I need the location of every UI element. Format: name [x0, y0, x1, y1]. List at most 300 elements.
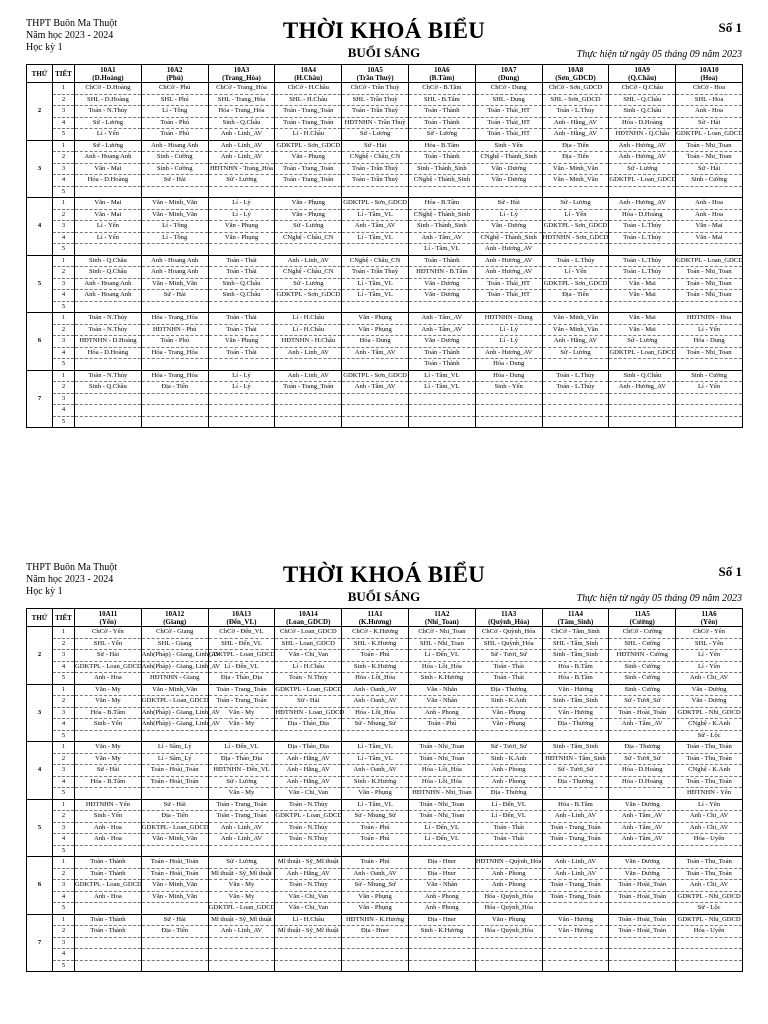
lesson-cell: Sinh - Thành_Sinh — [408, 163, 475, 175]
lesson-cell: ChCờ - Giang — [141, 627, 208, 639]
homeroom-teacher: (H.Châu) — [294, 73, 323, 82]
lesson-cell — [408, 186, 475, 198]
class-code: 11A6 — [701, 609, 717, 618]
school-name: THPT Buôn Ma Thuột — [26, 562, 118, 573]
lesson-cell: HĐTNHN - Loan_GDCD — [275, 707, 342, 719]
lesson-cell: Sử - Nhung_Sử — [342, 811, 409, 823]
lesson-cell: Sử - Lương — [342, 129, 409, 141]
lesson-cell: Hóa - Quỳnh_Hóa — [475, 903, 542, 915]
lesson-cell — [208, 960, 275, 972]
lesson-cell: Sinh - Cường — [609, 684, 676, 696]
lesson-cell — [475, 393, 542, 405]
lesson-cell: Văn - Dương — [676, 696, 743, 708]
lesson-cell: Văn - Phụng — [475, 707, 542, 719]
lesson-cell: HĐTNHN - Quỳnh_Hóa — [475, 857, 542, 869]
lesson-cell: Anh - Tâm_AV — [342, 221, 409, 233]
period-number: 3 — [53, 822, 75, 834]
lesson-cell: Toán - Nhi_Toan — [676, 140, 743, 152]
period-row — [27, 914, 743, 926]
lesson-cell: CNghệ - Thành_Sinh — [408, 175, 475, 187]
lesson-cell — [275, 359, 342, 371]
lesson-cell: SHL - H.Châu — [275, 94, 342, 106]
lesson-cell: Toán - Thành — [75, 857, 142, 869]
lesson-cell: Toán - L.Thủy — [542, 106, 609, 118]
lesson-cell: Anh - Phong — [475, 868, 542, 880]
period-number: 5 — [53, 416, 75, 428]
lesson-cell: Văn - Dương — [676, 684, 743, 696]
school-year: Năm học 2023 - 2024 — [26, 574, 114, 585]
lesson-cell: Toán - Trang_Toán — [275, 163, 342, 175]
period-number: 5 — [53, 186, 75, 198]
lesson-cell: Sinh - Yến — [475, 382, 542, 394]
lesson-cell: CNghệ - K.Anh — [676, 719, 743, 731]
lesson-cell — [676, 301, 743, 313]
lesson-cell — [408, 393, 475, 405]
lesson-cell: Lí - Lý — [475, 209, 542, 221]
lesson-cell: Hóa - Trang_Hóa — [141, 370, 208, 382]
lesson-cell: Toán - Thái — [208, 313, 275, 325]
lesson-cell: Văn - Mai — [75, 209, 142, 221]
lesson-cell — [141, 903, 208, 915]
lesson-cell: Toán - Phú — [141, 336, 208, 348]
lesson-cell — [75, 359, 142, 371]
lesson-cell: Lí - Sâm_Lý — [141, 753, 208, 765]
semester: Học kỳ 1 — [26, 42, 63, 53]
lesson-cell: Toán - Thành — [75, 868, 142, 880]
lesson-cell: Văn - Mai — [609, 324, 676, 336]
lesson-cell: Sử - Lộc — [676, 730, 743, 742]
lesson-cell: Anh - Hoa — [75, 822, 142, 834]
class-header — [609, 65, 676, 83]
lesson-cell — [275, 186, 342, 198]
homeroom-teacher: (Dung) — [498, 73, 520, 82]
day-header: THỨ — [27, 609, 53, 627]
lesson-cell — [75, 186, 142, 198]
lesson-cell: Sinh - K.Hương — [408, 673, 475, 685]
lesson-cell: GDKTPL - Loan_GDCD — [609, 347, 676, 359]
lesson-cell: Toán - Thái_HT — [475, 117, 542, 129]
period-number: 1 — [53, 742, 75, 754]
lesson-cell: SHL - Quỳnh_Hóa — [475, 638, 542, 650]
lesson-cell: Hóa - B.Tâm — [542, 661, 609, 673]
period-number: 4 — [53, 405, 75, 417]
lesson-cell: Anh - Hoa — [676, 198, 743, 210]
period-number: 5 — [53, 845, 75, 857]
lesson-cell: Lí - Tâm_VL — [408, 370, 475, 382]
period-row — [27, 845, 743, 857]
period-number: 5 — [53, 301, 75, 313]
lesson-cell: Toán - Nhi_Toan — [408, 753, 475, 765]
lesson-cell: GDKTPL - Loan_GDCD — [141, 696, 208, 708]
class-header — [475, 609, 542, 627]
lesson-cell — [475, 186, 542, 198]
lesson-cell: Địa - Tiến — [141, 382, 208, 394]
lesson-cell: Sử - Lương — [275, 278, 342, 290]
lesson-cell: Anh(Pháp) - Giang, Linh_AV — [141, 707, 208, 719]
lesson-cell — [609, 244, 676, 256]
semester: Học kỳ 1 — [26, 586, 63, 597]
session-label: BUỔI SÁNG — [347, 45, 421, 60]
lesson-cell: Anh - Hoa — [75, 673, 142, 685]
lesson-cell: Văn - Nhãn — [408, 684, 475, 696]
period-number: 2 — [53, 811, 75, 823]
lesson-cell: Anh - Hoang Anh — [75, 152, 142, 164]
lesson-cell: Toán - Thành — [408, 347, 475, 359]
period-number: 2 — [53, 267, 75, 279]
lesson-cell: Địa - Thảo_Địa — [208, 753, 275, 765]
class-header — [475, 65, 542, 83]
lesson-cell: Địa - Tiến — [141, 811, 208, 823]
lesson-cell: SHL - K.Hương — [342, 638, 409, 650]
lesson-cell: GDKTPL - Loan_GDCD — [208, 650, 275, 662]
lesson-cell: Văn - Minh_Văn — [141, 834, 208, 846]
homeroom-teacher: (Cường) — [629, 617, 655, 626]
homeroom-teacher: (Trần Thuỳ) — [356, 73, 394, 82]
lesson-cell: Anh - Oanh_AV — [342, 868, 409, 880]
lesson-cell: SHL - Dung — [475, 94, 542, 106]
period-row — [27, 903, 743, 915]
day-cell: 2 — [27, 627, 53, 685]
lesson-cell: Văn - Dương — [609, 799, 676, 811]
lesson-cell: Toán - Phú — [342, 650, 409, 662]
lesson-cell: Toán - L.Thủy — [542, 370, 609, 382]
lesson-cell: Hóa - D.Hoàng — [75, 175, 142, 187]
lesson-cell — [208, 244, 275, 256]
lesson-cell: Sử - Hải — [141, 799, 208, 811]
lesson-cell: Lí - Lý — [208, 382, 275, 394]
lesson-cell: Sinh - K.Hương — [342, 661, 409, 673]
lesson-cell: Văn - Phụng — [342, 313, 409, 325]
lesson-cell: Toán - Thành — [408, 117, 475, 129]
lesson-cell: Văn - My — [208, 891, 275, 903]
lesson-cell — [75, 937, 142, 949]
lesson-cell: Hóa - Dung — [475, 370, 542, 382]
homeroom-teacher: (Tâm_Sinh) — [557, 617, 594, 626]
lesson-cell: Văn - Phụng — [342, 788, 409, 800]
class-header — [75, 65, 142, 83]
lesson-cell: Toán - Thái_HT — [475, 278, 542, 290]
lesson-cell: Anh(Pháp) - Giang, Linh_AV — [141, 719, 208, 731]
timetable-sheet-2 — [26, 562, 742, 972]
lesson-cell: Lí - Lý — [208, 209, 275, 221]
lesson-cell: Sinh - Q.Châu — [75, 382, 142, 394]
homeroom-teacher: (Yến) — [99, 617, 117, 626]
lesson-cell: Sinh - Q.Châu — [208, 290, 275, 302]
lesson-cell: Lí - Yên — [676, 799, 743, 811]
lesson-cell: Toán - Thái — [475, 822, 542, 834]
lesson-cell: Lí - Lý — [475, 324, 542, 336]
effective-date: Thực hiện từ ngày 05 tháng 09 năm 2023 — [576, 593, 742, 604]
lesson-cell: Anh - Tâm_AV — [609, 834, 676, 846]
lesson-cell: HĐTNHN - D.Hoàng — [75, 336, 142, 348]
lesson-cell — [141, 788, 208, 800]
lesson-cell: CNghệ - Châu_CN — [275, 267, 342, 279]
lesson-cell: Sử - Hải — [275, 696, 342, 708]
lesson-cell: Sử - Hải — [141, 914, 208, 926]
lesson-cell: SHL - Trần Thuỳ — [342, 94, 409, 106]
school-name: THPT Buôn Ma Thuột — [26, 18, 118, 29]
class-header — [676, 609, 743, 627]
lesson-cell: Toán - Trang_Toán — [542, 880, 609, 892]
lesson-cell — [676, 845, 743, 857]
class-header — [609, 609, 676, 627]
period-number: 4 — [53, 175, 75, 187]
lesson-cell — [542, 937, 609, 949]
lesson-cell: Mĩ thuật - Sỹ_Mĩ thuật — [275, 857, 342, 869]
period-number: 1 — [53, 83, 75, 95]
lesson-cell — [342, 730, 409, 742]
lesson-cell: GDKTPL - Loan_GDCD — [141, 822, 208, 834]
lesson-cell: Toán - L.Thủy — [609, 221, 676, 233]
lesson-cell: Anh - Hoa — [676, 106, 743, 118]
class-code: 10A6 — [434, 65, 450, 74]
period-number: 1 — [53, 627, 75, 639]
lesson-cell: ChCờ - Trang_Hóa — [208, 83, 275, 95]
period-number: 5 — [53, 788, 75, 800]
lesson-cell: Sinh - Cường — [141, 163, 208, 175]
lesson-cell — [609, 186, 676, 198]
lesson-cell: Văn - Mai — [609, 313, 676, 325]
lesson-cell — [141, 359, 208, 371]
lesson-cell: Văn - Minh_Văn — [141, 684, 208, 696]
lesson-cell: Anh - Oanh_AV — [342, 696, 409, 708]
lesson-cell: Toán - Trang_Toán — [275, 117, 342, 129]
school-year: Năm học 2023 - 2024 — [26, 30, 114, 41]
lesson-cell: HĐTNHN - B.Tâm — [408, 267, 475, 279]
lesson-cell: Anh - Hằng_AV — [542, 117, 609, 129]
period-number: 4 — [53, 776, 75, 788]
lesson-cell: Văn - Phụng — [342, 891, 409, 903]
class-header — [542, 65, 609, 83]
lesson-cell: Anh - Tâm_AV — [609, 811, 676, 823]
lesson-cell: Toán - Trang_Toán — [208, 696, 275, 708]
lesson-cell: Sử - Lương — [75, 117, 142, 129]
lesson-cell — [542, 301, 609, 313]
day-cell: 4 — [27, 742, 53, 800]
lesson-cell: SHL - Yên — [676, 638, 743, 650]
day-cell: 4 — [27, 198, 53, 256]
lesson-cell — [542, 903, 609, 915]
lesson-cell — [141, 301, 208, 313]
lesson-cell: Sinh - K.Anh — [475, 753, 542, 765]
period-number: 3 — [53, 765, 75, 777]
lesson-cell: Địa - Hner — [408, 914, 475, 926]
lesson-cell: Lí - Sâm_Lý — [141, 742, 208, 754]
lesson-cell: Sử - Hải — [676, 163, 743, 175]
lesson-cell: Anh - Linh_AV — [208, 140, 275, 152]
lesson-cell: Sinh - Cường — [676, 175, 743, 187]
lesson-cell: Toán - N.Thủy — [75, 370, 142, 382]
lesson-cell: Văn - Phụng — [208, 221, 275, 233]
lesson-cell — [475, 301, 542, 313]
period-row — [27, 638, 743, 650]
lesson-cell: Toán - L.Thủy — [542, 255, 609, 267]
lesson-cell: Hóa - Trang_Hóa — [208, 106, 275, 118]
lesson-cell: Anh - Oanh_AV — [342, 684, 409, 696]
lesson-cell: Anh - Hương_AV — [609, 198, 676, 210]
lesson-cell: Hóa - Dung — [342, 336, 409, 348]
header-row — [27, 609, 743, 627]
lesson-cell: Văn - Phụng — [342, 324, 409, 336]
lesson-cell: Địa - Tiến — [542, 152, 609, 164]
lesson-cell: Hóa - Lồi_Hóa — [342, 673, 409, 685]
lesson-cell: Sinh - Cường — [141, 152, 208, 164]
period-number: 1 — [53, 198, 75, 210]
lesson-cell — [275, 937, 342, 949]
lesson-cell: Toán - Hoài_Toán — [141, 776, 208, 788]
period-row — [27, 799, 743, 811]
lesson-cell: Toán - N.Thủy — [275, 834, 342, 846]
lesson-cell: Toán - L.Thủy — [609, 232, 676, 244]
lesson-cell — [75, 301, 142, 313]
lesson-cell: Văn - Phụng — [342, 903, 409, 915]
lesson-cell — [475, 949, 542, 961]
lesson-cell — [208, 730, 275, 742]
period-number: 4 — [53, 661, 75, 673]
period-row — [27, 742, 743, 754]
lesson-cell — [676, 186, 743, 198]
lesson-cell: Văn - Minh_Văn — [141, 209, 208, 221]
lesson-cell: Văn - My — [208, 719, 275, 731]
lesson-cell — [342, 405, 409, 417]
lesson-cell — [542, 393, 609, 405]
lesson-cell: Văn - Hương — [542, 707, 609, 719]
period-row — [27, 129, 743, 141]
lesson-cell: HĐTNHN - Hoa — [676, 313, 743, 325]
lesson-cell: Văn - Dương — [475, 163, 542, 175]
lesson-cell: Toán - Thu_Toán — [676, 742, 743, 754]
lesson-cell — [141, 937, 208, 949]
lesson-cell: Mĩ thuật - Sỹ_Mĩ thuật — [208, 868, 275, 880]
lesson-cell — [408, 845, 475, 857]
lesson-cell: Toán - Thái — [475, 673, 542, 685]
lesson-cell: Văn - My — [75, 684, 142, 696]
class-header — [275, 65, 342, 83]
period-number: 2 — [53, 868, 75, 880]
lesson-cell: Toán - N.Thủy — [275, 799, 342, 811]
lesson-cell: SHL - B.Tâm — [408, 94, 475, 106]
lesson-cell: Anh - Hoang Anh — [141, 140, 208, 152]
lesson-cell: Hóa - Uyên — [676, 926, 743, 938]
lesson-cell: Lí - Tâm_VL — [342, 799, 409, 811]
lesson-cell — [208, 186, 275, 198]
lesson-cell: Toán - Thái — [208, 347, 275, 359]
lesson-cell — [141, 730, 208, 742]
period-number: 1 — [53, 799, 75, 811]
period-row — [27, 650, 743, 662]
lesson-cell: Sử - Lương — [609, 163, 676, 175]
lesson-cell: GDKTPL - Loan_GDCD — [676, 255, 743, 267]
lesson-cell: Sinh - Q.Châu — [208, 117, 275, 129]
period-number: 3 — [53, 650, 75, 662]
lesson-cell: Sinh - Q.Châu — [208, 278, 275, 290]
lesson-cell: Lí - Đến_VL — [475, 811, 542, 823]
lesson-cell: GDKTPL - Loan_GDCD — [676, 129, 743, 141]
lesson-cell — [342, 416, 409, 428]
lesson-cell: Văn - Phụng — [475, 719, 542, 731]
lesson-cell: Hóa - Lồi_Hóa — [408, 661, 475, 673]
lesson-cell: HĐTNHN - Sơn_GDCD — [542, 232, 609, 244]
period-number: 1 — [53, 857, 75, 869]
lesson-cell: Địa - Tiến — [141, 926, 208, 938]
sheet-number: Số 1 — [718, 20, 742, 35]
lesson-cell: Lí - Tâm_VL — [342, 232, 409, 244]
lesson-cell: Toán - N.Thủy — [275, 673, 342, 685]
lesson-cell: Sinh - Q.Châu — [75, 267, 142, 279]
homeroom-teacher: (Nhi_Toan) — [424, 617, 459, 626]
lesson-cell: Hóa - Uyên — [676, 834, 743, 846]
lesson-cell: Toán - Hoài_Toán — [141, 857, 208, 869]
lesson-cell: GDKTPL - Nhi_GDCD — [676, 891, 743, 903]
lesson-cell: ChCờ - Yên — [676, 627, 743, 639]
lesson-cell: Anh - Phong — [408, 903, 475, 915]
lesson-cell: Văn - Minh_Văn — [141, 891, 208, 903]
period-number: 1 — [53, 370, 75, 382]
lesson-cell — [542, 416, 609, 428]
period-number: 3 — [53, 163, 75, 175]
period-number: 3 — [53, 937, 75, 949]
lesson-cell — [75, 903, 142, 915]
lesson-cell — [408, 416, 475, 428]
lesson-cell: Sinh - Tâm_Sinh — [542, 696, 609, 708]
lesson-cell — [275, 405, 342, 417]
lesson-cell: Toán - Thái_HT — [475, 106, 542, 118]
period-number: 4 — [53, 232, 75, 244]
lesson-cell: Anh - Hoang Anh — [141, 267, 208, 279]
lesson-cell: Văn - Phụng — [275, 152, 342, 164]
period-row — [27, 765, 743, 777]
lesson-cell — [275, 730, 342, 742]
lesson-cell: Văn - My — [208, 788, 275, 800]
period-row — [27, 94, 743, 106]
day-cell: 3 — [27, 684, 53, 742]
lesson-cell — [609, 788, 676, 800]
lesson-cell: Lí - Yến — [75, 129, 142, 141]
period-number: 3 — [53, 393, 75, 405]
class-header — [542, 609, 609, 627]
lesson-cell: ChCờ - Sơn_GDCD — [542, 83, 609, 95]
period-row — [27, 822, 743, 834]
lesson-cell: HĐTNHN - Phú — [141, 324, 208, 336]
lesson-cell: Toán - Trang_Toán — [542, 834, 609, 846]
lesson-cell: Toán - L.Thủy — [609, 267, 676, 279]
lesson-cell: Lí - Tâm_VL — [342, 290, 409, 302]
lesson-cell: Anh - Hoang Anh — [75, 290, 142, 302]
class-code: 10A3 — [233, 65, 250, 74]
lesson-cell: Anh - Hương_AV — [475, 267, 542, 279]
lesson-cell: Văn - Mai — [609, 278, 676, 290]
lesson-cell: Sử - Hải — [676, 117, 743, 129]
lesson-cell — [75, 960, 142, 972]
lesson-cell: Toán - Thu_Toán — [676, 753, 743, 765]
class-code: 10A4 — [300, 65, 317, 74]
lesson-cell — [342, 359, 409, 371]
class-code: 10A14 — [298, 609, 318, 618]
lesson-cell: GDKTPL - Loan_GDCD — [208, 903, 275, 915]
lesson-cell: ChCờ - Phú — [141, 83, 208, 95]
lesson-cell: Lí - Tâm_VL — [342, 278, 409, 290]
lesson-cell: HĐTNHN - Đến_VL — [208, 765, 275, 777]
lesson-cell — [141, 845, 208, 857]
lesson-cell: Lí - Lý — [208, 198, 275, 210]
lesson-cell: ChCờ - Q.Châu — [609, 83, 676, 95]
lesson-cell: Anh - Phong — [475, 776, 542, 788]
lesson-cell: Toán - Nhi_Toan — [676, 152, 743, 164]
lesson-cell: Địa - Thương — [475, 684, 542, 696]
lesson-cell: Lí - H.Châu — [275, 129, 342, 141]
lesson-cell — [275, 949, 342, 961]
lesson-cell: Văn - Phụng — [475, 914, 542, 926]
